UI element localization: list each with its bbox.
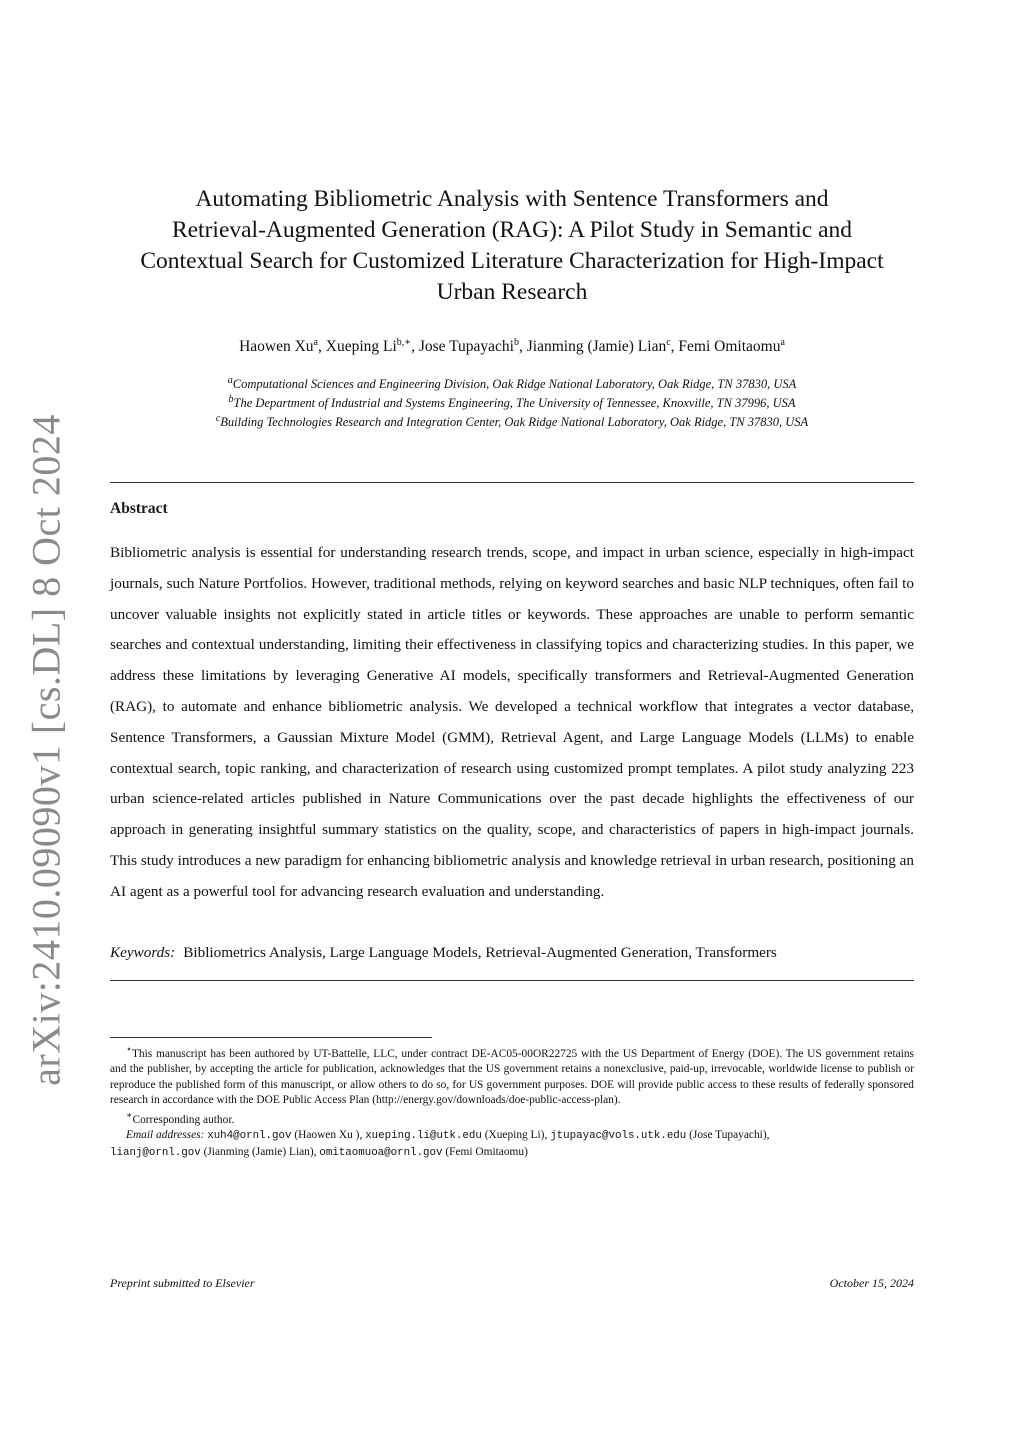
affiliation-text: The Department of Industrial and Systems Engineering, The University of Tennessee, Knoxville, TN 37996, USA: [233, 396, 796, 411]
corresponding-author-footnote: [110, 1109, 914, 1128]
email-owner: (Femi Omitaomu): [445, 1145, 528, 1158]
abstract-top-rule: [110, 482, 914, 483]
keywords-text: Bibliometrics Analysis, Large Language Models, Retrieval-Augmented Generation, Transformers: [183, 944, 777, 961]
email-label: Email addresses:: [126, 1129, 205, 1142]
affiliation-mark: c: [215, 413, 221, 425]
abstract-bottom-rule: [110, 980, 914, 981]
email-owner: (Xueping Li): [484, 1129, 545, 1142]
author-separator: ,: [519, 338, 527, 356]
email-footnote: [110, 1128, 914, 1145]
paper-title: [110, 184, 914, 308]
keywords: [110, 944, 914, 962]
email-footnote-continued: [110, 1145, 914, 1162]
affiliation: [110, 392, 914, 411]
author-affiliation-mark: b: [514, 337, 519, 348]
arxiv-identifier-stamp: arXiv:2410.09090v1 [cs.DL] 8 Oct 2024: [23, 414, 69, 1086]
keywords-label: Keywords:: [110, 944, 176, 961]
title-line: Urban Research: [436, 279, 588, 305]
email-owner: (Jose Tupayachi): [689, 1129, 767, 1142]
email-separator: ,: [359, 1129, 366, 1142]
affiliation-list: [110, 373, 914, 430]
author-affiliation-mark: c: [666, 337, 671, 348]
funding-footnote: [110, 1043, 914, 1109]
email-owner: (Jianming (Jamie) Lian): [203, 1145, 314, 1158]
corresponding-author-text: Corresponding author.: [132, 1113, 235, 1126]
affiliation-mark: a: [227, 375, 233, 386]
affiliation: [110, 373, 914, 392]
affiliation: [110, 411, 914, 430]
preprint-date: October 15, 2024: [829, 1276, 914, 1290]
author-list: [110, 337, 914, 356]
email-link[interactable]: lianj@ornl.gov: [110, 1146, 201, 1159]
abstract-text: Bibliometric analysis is essential for understanding research trends, scope, and impact in urban science, especially in high-impact journals, such Nature Portfolios. However, traditional methods, relying on keyword searches and basic NLP techniques, often fail to uncover valuable insights not explicitly stated in article titles or keywords. These approaches are unable to perform semantic searches and contextual understanding, limiting their effectiveness in classifying topics and characterizing studies. In this paper, we address these limitations by leveraging Generative AI models, specifically transformers and Retrieval-Augmented Generation (RAG), to automate and enhance bibliometric analysis. We developed a technical workflow that integrates a vector database, Sentence Transformers, a Gaussian Mixture Model (GMM), Retrieval Agent, and Large Language Models (LLMs) to enable contextual search, topic ranking, and characterization of research using customized prompt templates. A pilot study analyzing 223 urban science-related articles published in Nature Communications over the past decade highlights the effectiveness of our approach in generating insightful summary statistics on the quality, scope, and characteristics of papers in high-impact journals. This study introduces a new paradigm for enhancing bibliometric analysis and knowledge retrieval in urban research, positioning an AI agent as a powerful tool for advancing research evaluation and understanding.: [110, 544, 914, 900]
email-link[interactable]: xuh4@ornl.gov: [207, 1130, 292, 1143]
author-name: Jose Tupayachi: [418, 338, 514, 356]
email-link[interactable]: xueping.li@utk.edu: [365, 1130, 482, 1143]
email-link[interactable]: omitaomuoa@ornl.gov: [319, 1146, 443, 1159]
footnote-rule: [110, 1037, 432, 1038]
author-affiliation-mark: a: [780, 337, 785, 348]
preprint-note: Preprint submitted to Elsevier: [110, 1276, 255, 1290]
funding-footnote-text: This manuscript has been authored by UT-Battelle, LLC, under contract DE-AC05-00OR22725 with the US Department of Energy (DOE). The US government retains and the publisher, by accepting the article for publication, acknowledges that the US government retains a nonexclusive, paid-up, irrevocable, worldwide license to publish or reproduce the published form of this manuscript, or allow others to do so, for US government purposes. DOE will provide public access to these results of federally sponsored research in accordance with the DOE Public Access Plan (http://energy.gov/downloads/doe-public-access-plan).: [110, 1047, 914, 1107]
author-affiliation-mark: b,∗: [396, 337, 412, 348]
email-owner: (Haowen Xu ): [294, 1129, 360, 1142]
author-name: Haowen Xu: [239, 338, 314, 356]
author-separator: ,: [670, 338, 679, 356]
title-line: Contextual Search for Customized Literature Characterization for High-Impact: [140, 248, 884, 274]
email-link[interactable]: jtupayac@vols.utk.edu: [550, 1130, 687, 1143]
author-separator: ,: [411, 338, 419, 356]
email-separator: ,: [544, 1129, 551, 1142]
title-line: Automating Bibliometric Analysis with Sentence Transformers and: [195, 186, 829, 212]
title-line: Retrieval-Augmented Generation (RAG): A Pilot Study in Semantic and: [171, 217, 853, 243]
email-separator: ,: [313, 1145, 320, 1158]
footnote-corr-mark: ∗: [126, 1110, 133, 1121]
footnote-star-mark: ⋆: [126, 1045, 132, 1055]
author-separator: ,: [318, 338, 326, 356]
abstract-heading: Abstract: [110, 500, 168, 517]
author-affiliation-mark: a: [313, 337, 318, 348]
author-name: Jianming (Jamie) Lian: [526, 338, 667, 356]
affiliation-text: Building Technologies Research and Integration Center, Oak Ridge National Laboratory, Oak Ridge, TN 37830, USA: [220, 415, 809, 430]
email-separator: ,: [766, 1129, 770, 1142]
author-name: Femi Omitaomu: [678, 338, 781, 356]
affiliation-text: Computational Sciences and Engineering Division, Oak Ridge National Laboratory, Oak Ridge, TN 37830, USA: [232, 377, 797, 392]
affiliation-mark: b: [228, 394, 234, 406]
footnotes: [110, 1043, 914, 1161]
author-name: Xueping Li: [325, 338, 397, 356]
